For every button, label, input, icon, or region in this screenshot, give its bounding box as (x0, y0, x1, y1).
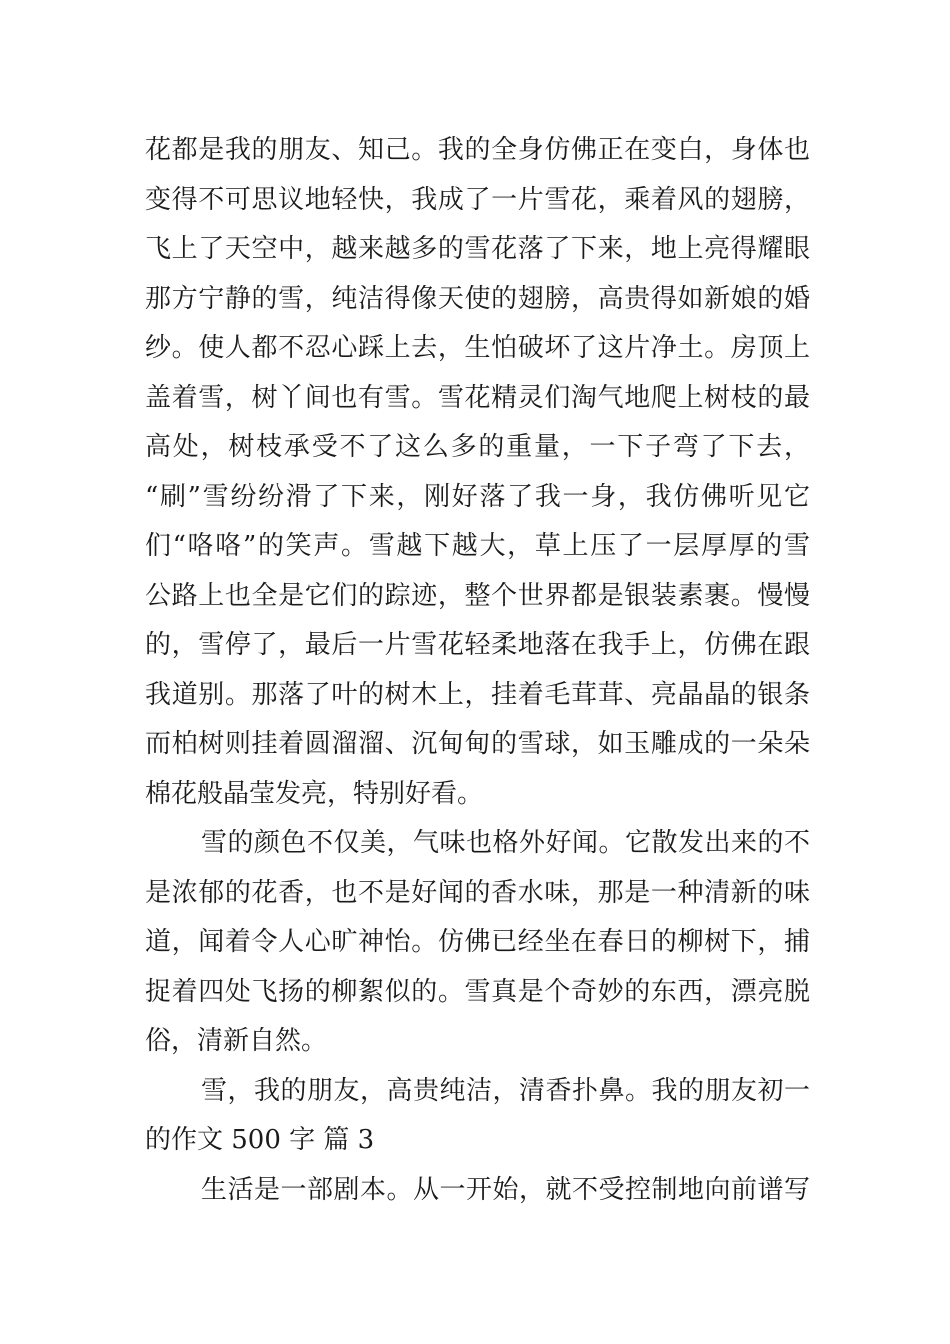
text-line: 我道别。那落了叶的树木上，挂着毛茸茸、亮晶晶的银条 (145, 679, 810, 710)
text-line: 道，闻着令人心旷神怡。仿佛已经坐在春日的柳树下，捕 (145, 927, 810, 957)
text-line: 的，雪停了，最后一片雪花轻柔地落在我手上，仿佛在跟 (145, 630, 810, 660)
text-line: 捉着四处飞扬的柳絮似的。雪真是个奇妙的东西，漂亮脱 (145, 976, 810, 1007)
paragraph-start-line: 生活是一部剧本。从一开始，就不受控制地向前谱写 (201, 1174, 810, 1205)
text-line: “刷”雪纷纷滑了下来，刚好落了我一身，我仿佛听见它 (145, 481, 810, 512)
text-line: 变得不可思议地轻快，我成了一片雪花，乘着风的翅膀， (145, 184, 810, 215)
text-line: 盖着雪，树丫间也有雪。雪花精灵们淘气地爬上树枝的最 (145, 382, 810, 413)
paragraph-start-line: 雪，我的朋友，高贵纯洁，清香扑鼻。我的朋友初一 (201, 1075, 810, 1106)
paragraph-start-line: 雪的颜色不仅美，气味也格外好闻。它散发出来的不 (201, 828, 810, 858)
text-line: 飞上了天空中，越来越多的雪花落了下来，地上亮得耀眼 (145, 234, 810, 264)
text-line: 纱。使人都不忍心踩上去，生怕破坏了这片净土。房顶上 (145, 333, 810, 363)
document-body (145, 126, 810, 1215)
text-line: 花都是我的朋友、知己。我的全身仿佛正在变白，身体也 (145, 135, 810, 165)
text-line: 高处，树枝承受不了这么多的重量，一下子弯了下去， (145, 432, 810, 462)
text-line: 那方宁静的雪，纯洁得像天使的翅膀，高贵得如新娘的婚 (145, 283, 810, 314)
text-line: 是浓郁的花香，也不是好闻的香水味，那是一种清新的味 (145, 877, 810, 908)
section-heading-line: 的作文 500 字 篇 3 (145, 1125, 375, 1155)
text-line: 俗，清新自然。 (145, 1026, 328, 1056)
text-line: 公路上也全是它们的踪迹，整个世界都是银装素裹。慢慢 (145, 580, 810, 611)
text-line: 棉花般晶莹发亮，特别好看。 (145, 778, 484, 809)
text-line: 们“咯咯”的笑声。雪越下越大，草上压了一层厚厚的雪 (145, 531, 810, 561)
text-line: 而柏树则挂着圆溜溜、沉甸甸的雪球，如玉雕成的一朵朵 (145, 729, 810, 759)
